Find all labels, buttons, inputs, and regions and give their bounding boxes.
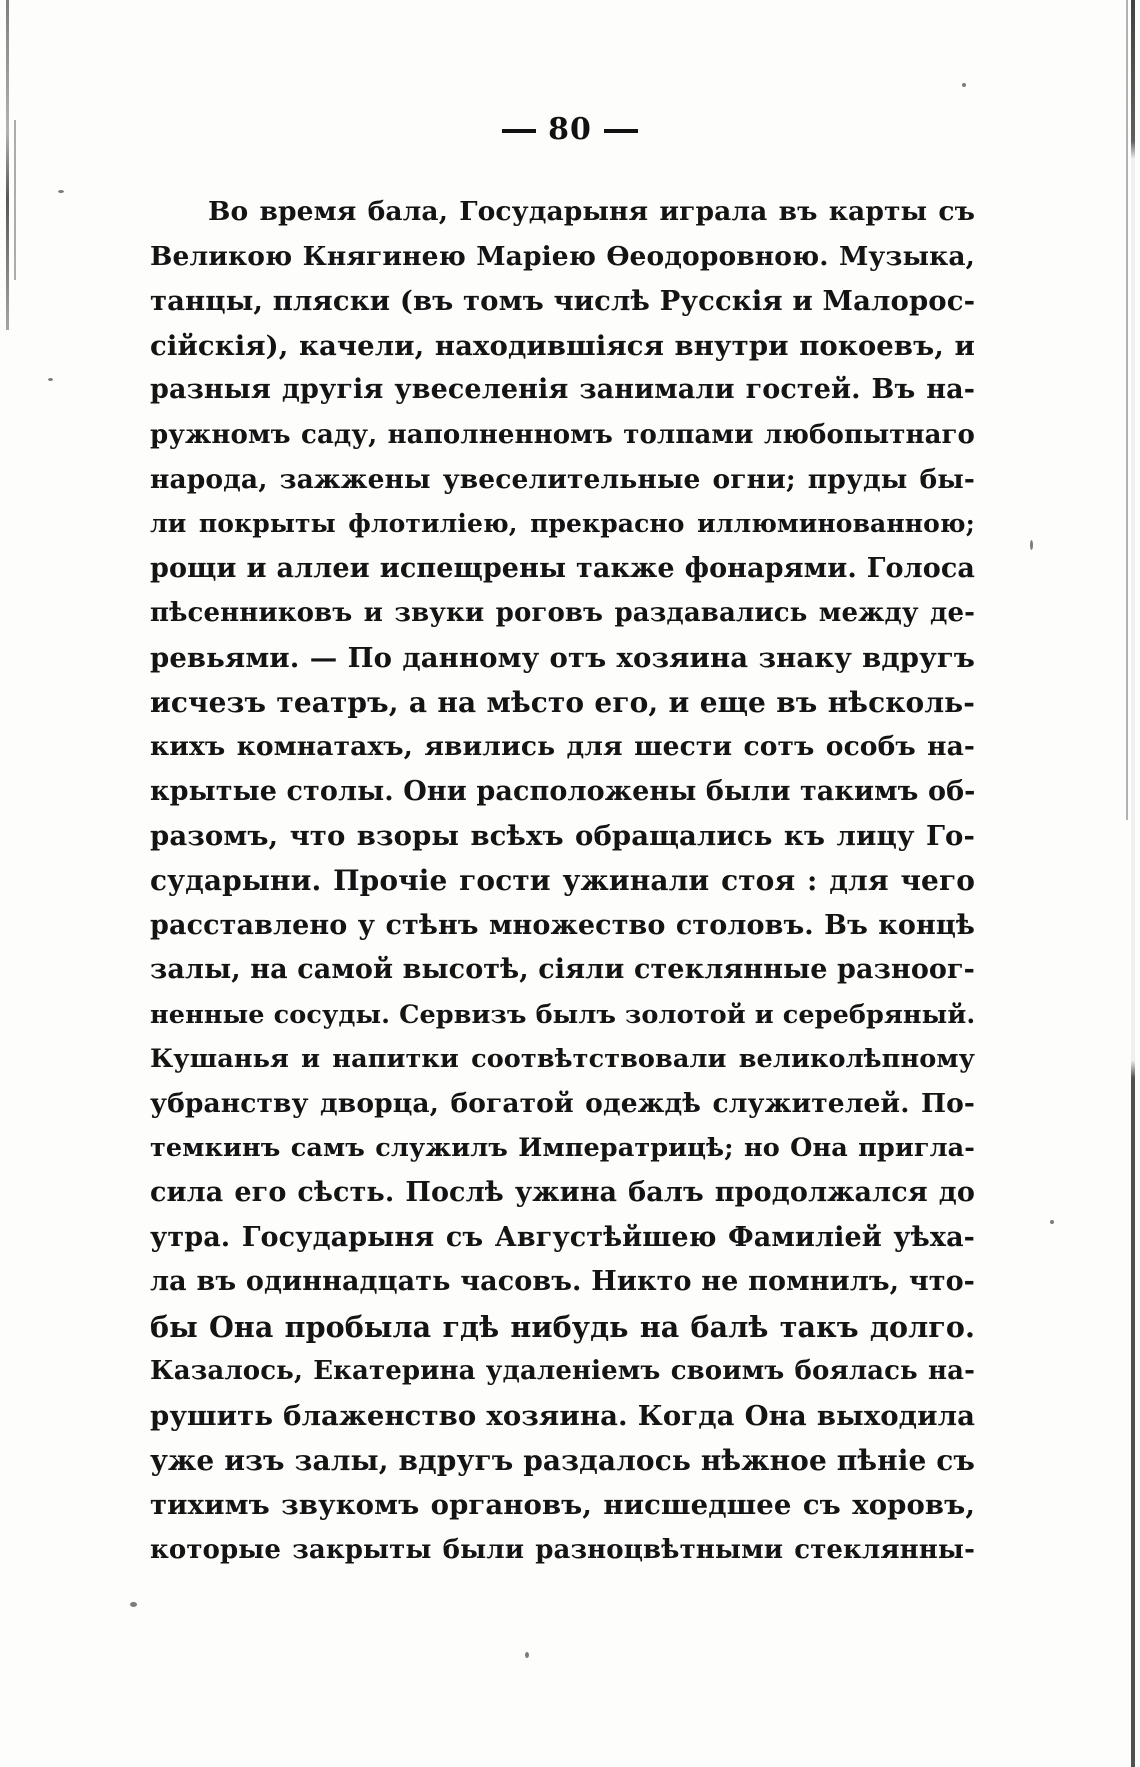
- body-text: [150, 190, 975, 1572]
- text-line: танцы, пляски (въ томъ числѣ Русскія и Малорос-: [150, 285, 976, 318]
- text-line: сударыни. Прочіе гости ужинали стоя : для чего: [150, 863, 975, 897]
- text-line: Кушанья и напитки соотвѣтствовали великолѣпному: [150, 1044, 975, 1075]
- text-line: тихимъ звукомъ органовъ, нисшедшее съ хоровъ,: [150, 1489, 975, 1522]
- text-line: сійскія), качели, находившіяся внутри покоевъ, и: [150, 329, 975, 362]
- text-line: которые закрыты были разноцвѣтными стеклянны-: [150, 1534, 975, 1565]
- text-line: разныя другія увеселенія занимали гостей. Въ на-: [150, 374, 975, 406]
- text-line: кихъ комнатахъ, явились для шести сотъ особъ на-: [150, 731, 975, 763]
- text-line: крытые столы. Они расположены были такимъ об-: [150, 775, 976, 807]
- text-line: бы Она пробыла гдѣ нибудь на балѣ такъ долго.: [150, 1309, 975, 1344]
- text-line: Великою Княгинею Маріею Өеодоровною. Музыка,: [150, 240, 975, 272]
- dash-left: [502, 129, 536, 133]
- text-line: ненные сосуды. Сервизъ былъ золотой и серебряный.: [150, 999, 976, 1030]
- scan-speck: [130, 1602, 137, 1607]
- scan-speck: [525, 1652, 529, 1658]
- text-line: ревьями. — По данному отъ хозяина знаку вдругъ: [150, 641, 975, 674]
- text-line: Казалось, Екатерина удаленіемъ своимъ боялась на-: [150, 1356, 975, 1387]
- scan-edge-right: [1131, 0, 1135, 1767]
- text-line: темкинъ самъ служилъ Императрицѣ; но Она пригла-: [150, 1133, 975, 1164]
- scan-speck: [1030, 540, 1033, 550]
- page-number-value: 80: [548, 112, 592, 147]
- text-line: ли покрыты флотиліею, прекрасно иллюминованною;: [150, 509, 975, 539]
- text-line: уже изъ залы, вдругъ раздалось нѣжное пѣніе съ: [150, 1443, 975, 1477]
- page-number: [0, 112, 1140, 147]
- scan-speck: [48, 378, 53, 381]
- text-line: пѣсенниковъ и звуки роговъ раздавались между де-: [150, 598, 975, 629]
- text-line: ла въ одиннадцать часовъ. Никто не помнилъ, что-: [150, 1266, 975, 1298]
- text-line: утра. Государыня съ Августѣйшею Фамиліей уѣха-: [150, 1221, 975, 1253]
- dash-right: [604, 129, 638, 133]
- scan-edge-left: [6, 0, 9, 330]
- text-line: ружномъ саду, наполненномъ толпами любопытнаго: [150, 419, 975, 450]
- text-line: рощи и аллеи испещрены также фонарями. Голоса: [150, 552, 975, 584]
- scan-speck: [58, 190, 64, 193]
- text-line: залы, на самой высотѣ, сіяли стеклянные разноог-: [150, 954, 975, 986]
- text-line: исчезъ театръ, а на мѣсто его, и еще въ нѣсколь-: [150, 685, 975, 719]
- scan-speck: [962, 83, 966, 87]
- text-line: Во время бала, Государыня играла въ карты съ: [208, 196, 975, 227]
- text-line: разомъ, что взоры всѣхъ обращались къ лицу Го-: [150, 820, 975, 853]
- text-line: сила его сѣсть. Послѣ ужина балъ продолжался до: [150, 1177, 975, 1209]
- text-line: рушить блаженство хозяина. Когда Она выходила: [150, 1400, 975, 1433]
- text-line: убранству дворца, богатой одеждѣ служителей. По-: [150, 1087, 975, 1119]
- scan-speck: [1050, 1220, 1054, 1224]
- text-line: народа, зажжены увеселительные огни; пруды бы-: [150, 463, 975, 495]
- text-line: расставлено у стѣнъ множество столовъ. Въ концѣ: [150, 909, 975, 941]
